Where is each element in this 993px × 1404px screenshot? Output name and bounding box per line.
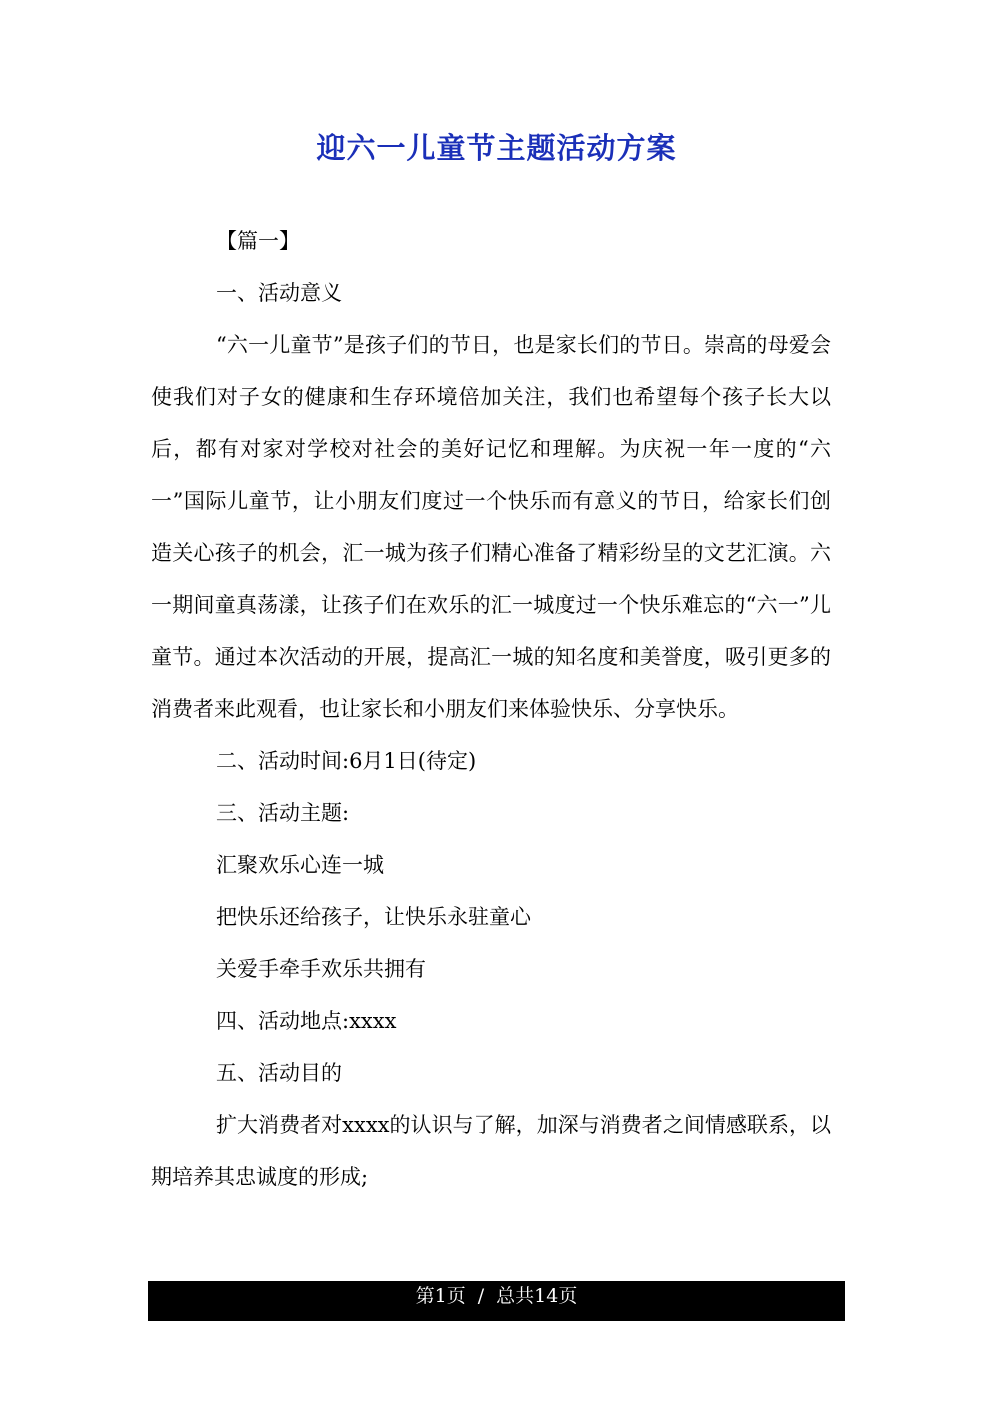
total-pages-label: 总共14页 [496, 1285, 578, 1307]
page-separator: / [477, 1285, 485, 1307]
heading-activity-theme: 三、活动主题: [216, 801, 350, 825]
heading-activity-purpose: 五、活动目的 [216, 1061, 342, 1085]
page-footer [148, 1281, 845, 1321]
document-title: 迎六一儿童节主题活动方案 [316, 131, 677, 165]
theme-line-3: 关爱手牵手欢乐共拥有 [216, 957, 426, 981]
theme-line-2: 把快乐还给孩子，让快乐永驻童心 [216, 905, 531, 929]
heading-activity-significance: 一、活动意义 [216, 281, 342, 305]
paragraph-activity-significance: “六一儿童节”是孩子们的节日，也是家长们的节日。崇高的母爱会使我们对子女的健康和生存环境倍加关注，我们也希望每个孩子长大以后，都有对家对学校对社会的美好记忆和理解。为庆祝一年一度的“六一”国际儿童节，让小朋友们度过一个快乐而有意义的节日，给家长们创造关心孩子的机会，汇一城为孩子们精心准备了精彩纷呈的文艺汇演。六一期间童真荡漾，让孩子们在欢乐的汇一城度过一个快乐难忘的“六一”儿童节。通过本次活动的开展，提高汇一城的知名度和美誉度，吸引更多的消费者来此观看，也让家长和小朋友们来体验快乐、分享快乐。 [151, 333, 831, 721]
theme-line-1: 汇聚欢乐心连一城 [216, 853, 384, 877]
current-page-label: 第1页 [415, 1285, 466, 1307]
paragraph-activity-purpose: 扩大消费者对xxxx的认识与了解，加深与消费者之间情感联系，以期培养其忠诚度的形成; [151, 1113, 831, 1189]
heading-activity-location: 四、活动地点:xxxx [216, 1009, 397, 1033]
heading-activity-time: 二、活动时间:6月1日(待定) [216, 749, 477, 773]
section-label: 【篇一】 [216, 229, 300, 253]
document-body [151, 215, 831, 1203]
